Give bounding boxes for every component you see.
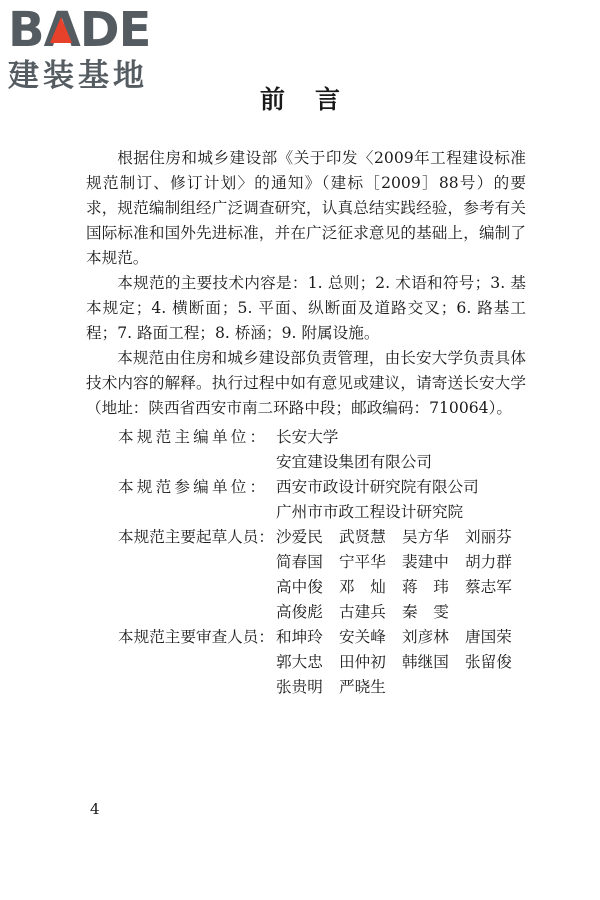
chief-editor-org: 长安大学 <box>276 428 339 446</box>
drafter-name: 蔡志军 <box>465 578 512 596</box>
logo-letter-b: B <box>8 2 44 58</box>
logo-subtitle: 建装基地 <box>8 58 148 94</box>
logo-red-triangle-icon <box>50 17 72 43</box>
chief-editor-orgs <box>276 425 526 475</box>
preface-body <box>86 146 526 700</box>
drafters-label: 本规范主要起草人员： <box>118 528 274 546</box>
logo-letters-de: DE <box>79 2 151 58</box>
drafter-name: 古建兵 <box>339 603 386 621</box>
drafter-name: 武贤慧 <box>339 528 386 546</box>
contributors-section <box>86 425 526 700</box>
drafter-name: 吴方华 <box>402 528 449 546</box>
drafters-block <box>86 525 526 625</box>
drafter-name: 高中俊 <box>276 578 323 596</box>
drafter-name: 蒋 玮 <box>402 578 449 596</box>
co-editor-block <box>86 475 526 525</box>
drafters-names <box>276 525 528 625</box>
reviewer-name: 郭大忠 <box>276 653 323 671</box>
logo-letter-a-text: A <box>43 2 80 58</box>
drafter-name: 秦 雯 <box>402 603 449 621</box>
reviewer-name: 安关峰 <box>339 628 386 646</box>
logo-wordmark <box>8 4 178 56</box>
reviewers-block <box>86 625 526 700</box>
preface-paragraph-2: 本规范的主要技术内容是：1. 总则；2. 术语和符号；3. 基本规定；4. 横断面；5. 平面、纵断面及道路交叉；6. 路基工程；7. 路面工程；8. 桥涵；9. 附属设施。 <box>86 274 526 342</box>
co-editor-org: 广州市市政工程设计研究院 <box>276 503 464 521</box>
chief-editor-label: 本规范主编单位： <box>118 428 269 446</box>
drafter-name: 沙爱民 <box>276 528 323 546</box>
reviewer-name: 唐国荣 <box>465 628 512 646</box>
reviewer-name: 张留俊 <box>465 653 512 671</box>
drafter-name: 邓 灿 <box>339 578 386 596</box>
co-editor-label: 本规范参编单位： <box>118 478 269 496</box>
reviewer-name: 韩继国 <box>402 653 449 671</box>
logo-letter-a <box>44 4 80 56</box>
chief-editor-block <box>86 425 526 475</box>
preface-paragraph-1: 根据住房和城乡建设部《关于印发〈2009年工程建设标准规范制订、修订计划〉的通知》（建标［2009］88号）的要求，规范编制组经广泛调查研究，认真总结实践经验，参考有关国际标准和国外先进标准，并在广泛征求意见的基础上，编制了本规范。 <box>86 149 526 267</box>
reviewer-name: 和坤玲 <box>276 628 323 646</box>
drafter-name: 宁平华 <box>339 553 386 571</box>
drafter-name: 胡力群 <box>465 553 512 571</box>
page-title: 前言 <box>259 85 370 114</box>
drafter-name: 简春国 <box>276 553 323 571</box>
reviewer-name: 张贵明 <box>276 678 323 696</box>
reviewers-names <box>276 625 528 700</box>
drafter-name: 高俊彪 <box>276 603 323 621</box>
co-editor-orgs <box>276 475 526 525</box>
reviewer-name: 田仲初 <box>339 653 386 671</box>
co-editor-org: 西安市政设计研究院有限公司 <box>276 478 479 496</box>
drafter-name: 裴建中 <box>402 553 449 571</box>
preface-paragraph-3: 本规范由住房和城乡建设部负责管理，由长安大学负责具体技术内容的解释。执行过程中如有意见或建议，请寄送长安大学（地址：陕西省西安市南二环路中段；邮政编码：710064）。 <box>86 349 526 417</box>
chief-editor-org: 安宜建设集团有限公司 <box>276 453 432 471</box>
reviewers-label: 本规范主要审查人员： <box>118 628 274 646</box>
reviewer-name: 严晓生 <box>339 678 386 696</box>
page-number: 4 <box>90 800 100 818</box>
drafter-name: 刘丽芬 <box>465 528 512 546</box>
reviewer-name: 刘彦林 <box>402 628 449 646</box>
